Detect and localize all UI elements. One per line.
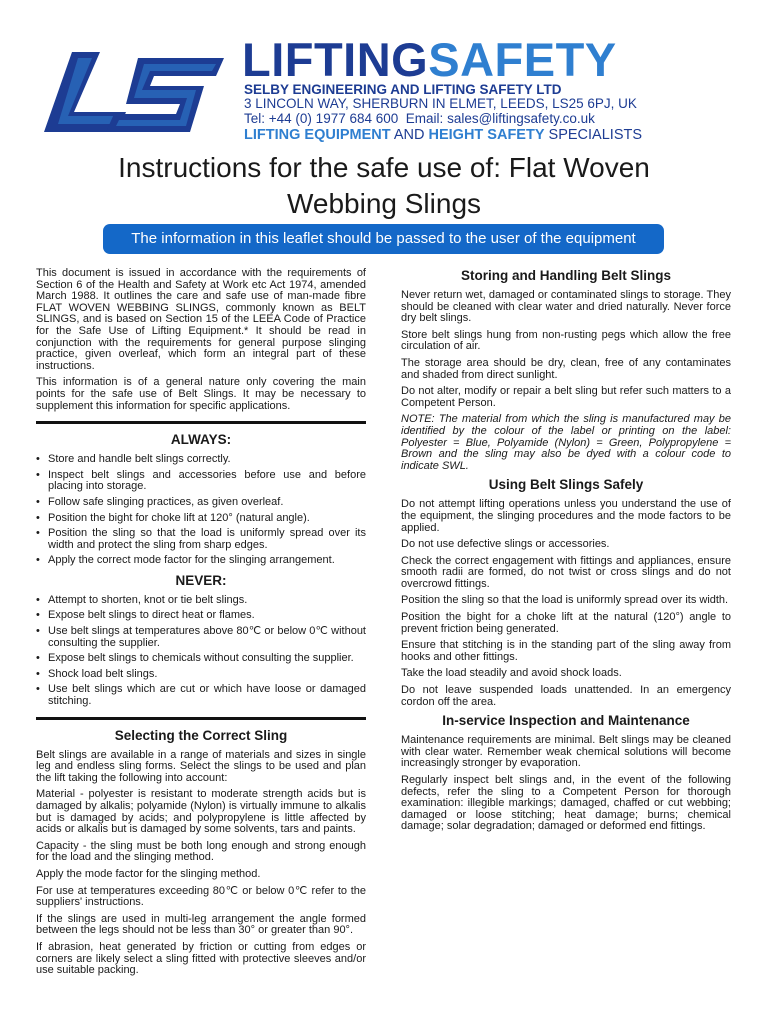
contact-line: Tel: +44 (0) 1977 684 600 Email: sales@liftingsafety.co.uk — [244, 111, 595, 126]
list-item: • Inspect belt slings and accessories before use and before placing into storage. — [36, 470, 366, 493]
storing-heading: Storing and Handling Belt Slings — [460, 268, 671, 283]
paragraph: Do not leave suspended loads unattended. In an emergency cordon off the area. — [401, 684, 731, 708]
paragraph: The storage area should be dry, clean, free of any contaminates and shaded from direct sunlight. — [401, 356, 731, 381]
paragraph: If the slings are used in multi-leg arrangement the angle formed between the legs should not be less than 30° or greater than 90°. — [36, 912, 366, 937]
letterhead — [0, 0, 768, 150]
paragraph: If abrasion, heat generated by friction or cutting from edges or corners are likely select a sling fitted with protective sleeves and/or use suitable packing. — [36, 940, 366, 977]
list-item: • Expose belt slings to direct heat or flames. — [36, 610, 366, 622]
company-tagline: LIFTING EQUIPMENT AND HEIGHT SAFETY SPECIALISTS — [244, 127, 643, 143]
inspection-heading: In-service Inspection and Maintenance — [442, 713, 690, 729]
phone-number: +44 (0) 1977 684 600 — [268, 111, 399, 126]
list-item: • Follow safe slinging practices, as given overleaf. — [36, 497, 366, 509]
list-item: • Use belt slings which are cut or which have loose or damaged stitching. — [36, 684, 366, 707]
paragraph: Check the correct engagement with fittings and appliances, ensure smooth radii are formed, do not twist or cross slings and do not overcrowd fittings. — [401, 554, 731, 590]
intro-paragraph: This information is of a general nature only covering the main points for the safe use of Belt Slings. It may be necessary to supplement this information for specific applications. — [36, 376, 366, 412]
paragraph: Ensure that stitching is in the standing part of the sling away from hooks and other fittings. — [401, 639, 731, 663]
paragraph: Do not attempt lifting operations unless you understand the use of the equipment, the slinging procedures and the mode factors to be applied. — [401, 498, 731, 534]
company-name: SELBY ENGINEERING AND LIFTING SAFETY LTD — [244, 82, 562, 97]
never-heading: NEVER: — [175, 572, 227, 588]
list-item: • Position the sling so that the load is uniformly spread over its width and protect the sling from sharp edges. — [36, 528, 366, 551]
divider — [36, 717, 366, 720]
paragraph: Belt slings are available in a range of materials and sizes in single leg and endless sling forms. Select the slings to be used and plan the lift taking the following into account: — [36, 748, 366, 784]
list-item: • Store and handle belt slings correctly. — [36, 454, 366, 466]
divider — [36, 421, 366, 424]
page-title: Instructions for the safe use of: Flat Woven Webbing Slings — [118, 152, 650, 219]
list-item: • Position the bight for choke lift at 120° (natural angle). — [36, 513, 366, 525]
never-list — [36, 595, 366, 708]
paragraph: Apply the mode factor for the slinging method. — [36, 867, 261, 880]
paragraph: Do not alter, modify or repair a belt sling but refer such matters to a Competent Person. — [401, 385, 731, 409]
list-item: • Apply the correct mode factor for the slinging arrangement. — [36, 555, 366, 567]
paragraph: Position the sling so that the load is uniformly spread over its width. — [401, 594, 729, 607]
always-list — [36, 454, 366, 567]
paragraph: Do not use defective slings or accessories. — [401, 538, 610, 551]
paragraph: Store belt slings hung from non-rusting pegs which allow the free circulation of air. — [401, 328, 731, 353]
material-note: NOTE: The material from which the sling is manufactured may be identified by the colour of the label or printing on the label: Polyester = Blue, Polyamide (Nylon) = Green, Polypropylene = Brown and the sling may also be dyed with a colour code to indicate SWL. — [401, 413, 731, 472]
right-column — [401, 268, 731, 838]
selecting-heading: Selecting the Correct Sling — [114, 727, 288, 743]
paragraph: Position the bight for a choke lift at the natural (120°) angle to prevent friction being generated. — [401, 611, 731, 635]
using-heading: Using Belt Slings Safely — [488, 477, 644, 493]
intro-paragraph: This document is issued in accordance with the requirements of Section 6 of the Health and Safety at Work etc Act 1974, amended March 1988. It outlines the care and safe use of man-made fibre FLAT WOVEN WEBBING SLINGS, commonly known as BELT SLINGS, and is based on Section 15 of the LEEA Code of Practice for the Safe Use of Lifting Equipment.* It should be read in conjunction with the requirements for general purpose slinging practice, given overleaf, which form an integral part of these instructions. — [36, 267, 366, 372]
left-column — [36, 268, 366, 982]
paragraph: Capacity - the sling must be both long enough and strong enough for the load and the slinging method. — [36, 839, 366, 864]
list-item: • Expose belt slings to chemicals without consulting the supplier. — [36, 653, 366, 665]
paragraph: For use at temperatures exceeding 80℃ or below 0℃ refer to the suppliers' instructions. — [36, 884, 366, 909]
company-address: 3 LINCOLN WAY, SHERBURN IN ELMET, LEEDS, LS25 6PJ, UK — [244, 96, 637, 111]
info-banner: The information in this leaflet should be passed to the user of the equipment — [103, 224, 664, 254]
list-item: • Shock load belt slings. — [36, 669, 366, 681]
brand-name: LIFTINGSAFETY — [242, 33, 617, 86]
paragraph: Material - polyester is resistant to moderate strength acids but is damaged by alkalis; polyamide (Nylon) is virtually immune to alkalis but is damaged by acids; and polypropylene is little affected by acids or alkalis but is damaged by some solvents, tars and paints. — [36, 788, 366, 836]
list-item: • Attempt to shorten, knot or tie belt slings. — [36, 595, 366, 607]
paragraph: Regularly inspect belt slings and, in the event of the following defects, refer the sling to a Competent Person for thorough examination: illegible markings; damaged, chaffed or cut webbing; damaged or loose stitching; heat damage; burns; chemical damage; solar degradation; damaged or deformed end fittings. — [401, 774, 731, 833]
list-item: • Use belt slings at temperatures above 80℃ or below 0℃ without consulting the supplier. — [36, 626, 366, 649]
paragraph: Maintenance requirements are minimal. Belt slings may be cleaned with clear water. Remember weak chemical solutions will become increasingly stronger by evaporation. — [401, 734, 731, 770]
paragraph: Take the load steadily and avoid shock loads. — [401, 667, 622, 680]
email-address: sales@liftingsafety.co.uk — [447, 111, 595, 126]
paragraph: Never return wet, damaged or contaminated slings to storage. They should be cleaned with clear water and dried naturally. Never force dry belt slings. — [401, 289, 731, 325]
always-heading: ALWAYS: — [170, 432, 232, 448]
ls-logo-icon — [34, 44, 234, 140]
